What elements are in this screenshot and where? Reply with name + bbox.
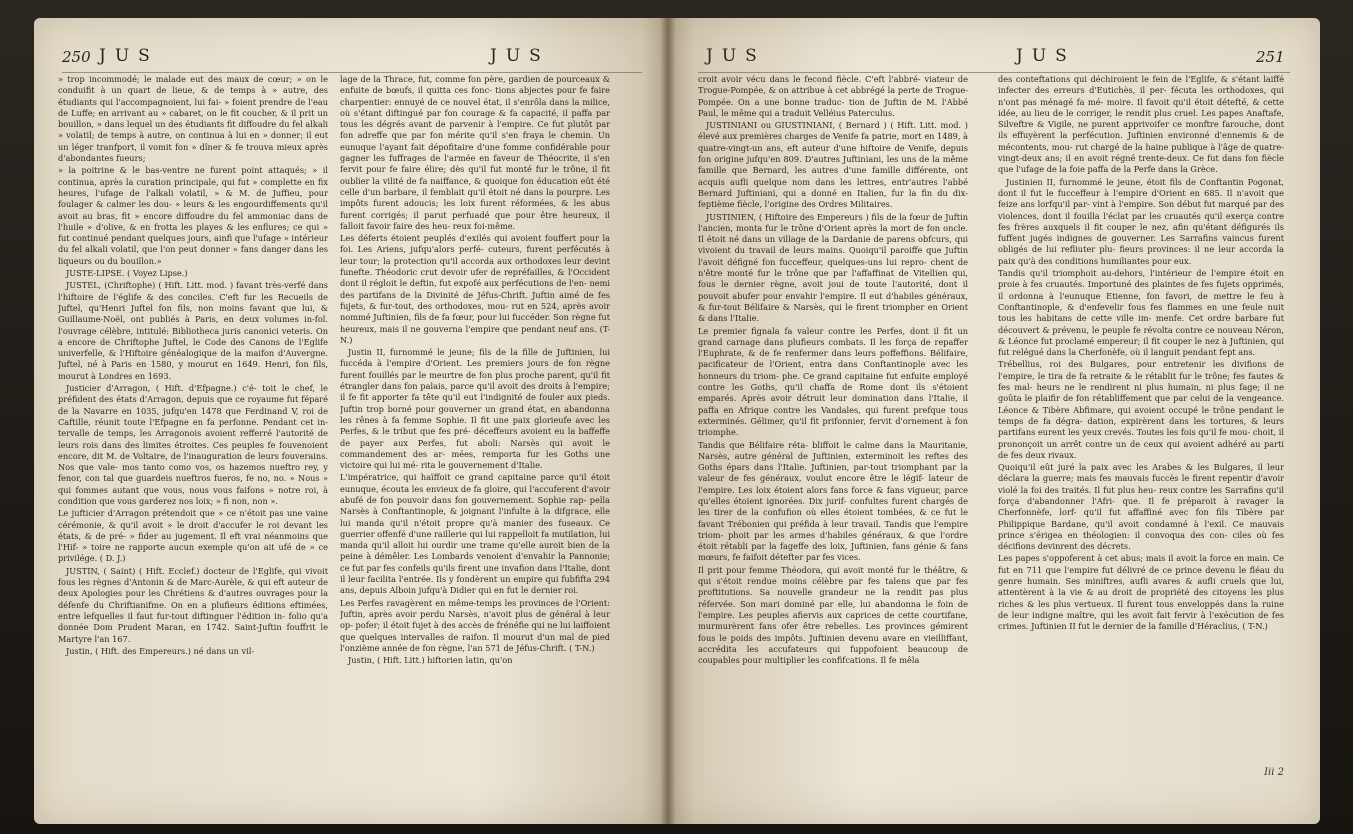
left-page [34,18,668,824]
paragraph: Trébellius, roi des Bulgares, pour entretenir les divifions de l'empire, le tira de fa retraite & le rétablit fur le trône; fes fautes & fes mal- heurs ne le rendirent ni plus humain, ni plus fage; il ne goûta le plaifir de fon rétabliffement que par celui de la vengeance. Léonce & Tibère Abfimare, qui avoient occupé le trône pendant le temps de fa dégra- dation, expirèrent dans les tortures, & leurs partifans eurent les yeux crevés. Toutes les fois qu'il fe mou- choit, il prononçoit un arrêt contre un de ceux qui avoient adhéré au parti de fes deux rivaux. [998,359,1284,460]
paragraph: JUSTINIANI ou GIUSTINIANI, ( Bernard ) ( Hift. Litt. mod. ) élevé aux premières charges de Venife fa patrie, mort en 1489, à quatre-vingt-un ans, eft auteur d'une hiftoire de Venife, depuis fon origine jufqu'en 809. D'autres Juftiniani, les uns de la même famille que Bernard, les autres d'une famille différente, ont acquis aufli quelque nom dans les lettres, entr'autres l'abbé Bernard Juftiniani, qui a donné en Italien, fur la fin du dix-feptième fiècle, l'origine des Ordres Militaires. [698,120,968,210]
right-column-1 [698,74,968,714]
signature-mark: Iii 2 [1264,767,1284,778]
left-page-number: 250 [62,48,91,66]
paragraph: JUSTINIEN, ( Hiftoire des Empereurs ) fils de la fœur de Juftin l'ancien, monta fur le trône d'Orient après la mort de fon oncle. Il étoit né dans un village de la Dardanie de parens obfcurs, qui vivoient du travail de leurs mains. Quoiqu'il paroiffe que Juftin l'avoit défigné fon fucceffeur, quelques-uns lui repro- chent de n'être monté fur le trône que par l'affaffinat de Vitellien qui, fous le dernier règne, avoit joui de toute l'autorité, dont il pouvoit abufer pour envahir l'empire. Il eut d'habiles généraux, & fur-tout Bélifaire & Narsès, qui le firent triompher en Orient & dans l'Italie. [698,211,968,324]
book-gutter [660,18,676,824]
paragraph: Quoiqu'il eût juré la paix avec les Arabes & les Bulgares, il leur déclara la guerre; mais fes mauvais fuccès le firent repentir d'avoir violé la foi des traités. Il fut plus heu- reux contre les Sarrafins qu'il força d'abandonner l'Afri- que. Il fe préparoit à ravager la Cherfonnèfe, lorf- qu'il fut affaffiné avec fon fils Tibère par Philippique Bardane, qu'il avoit condamné à l'exil. Ce mauvais prince s'érigea en théologien: il convoqua des con- ciles où fes décifions devinrent des décrets. [998,462,1284,552]
paragraph: Le jufticier d'Arragon prétendoit que » ce n'étoit pas une vaine cérémonie, & qu'il avoit » le droit d'accufer le roi devant les états, & de pré- » fider au jugement. Il eft vrai néanmoins que l'Hif- » toire ne rapporte aucun exemple qu'on ait ufé de » ce privilége. ( D. J.) [58,508,328,564]
left-header-rule [62,72,642,73]
paragraph: Justin, ( Hift. des Empereurs.) né dans un vil- [66,645,255,656]
left-page-header [34,48,668,74]
paragraph: Il prit pour femme Théodora, qui avoit monté fur le théâtre, & qui s'étoit rendue moins célèbre par fes talens que par fes proftitutions. Sa nouvelle grandeur ne la rendit pas plus réfervée. Son mari dominé par elle, lui abandonna le foin de l'empire. Les peuples afiervis aux caprices de cette courtifane, murmurèrent fans ofer être rebelles. Les provinces gémirent fous le poids des impôts. Juftinien devenu avare en vieilliffant, accrédita les accufateurs qui fuppofoient beaucoup de coupables pour multiplier les confifcations. Il fe mêla [698,564,968,666]
paragraph: Le premier fignala fa valeur contre les Perfes, dont il fit un grand carnage dans plufieurs combats. Il les força de repaffer l'Euphrate, & de fe renfermer dans leurs poffeffions. Bélifaire, pacificateur de l'Orient, entra dans Conftantinople avec les honneurs du triom- phe. Ce grand capitaine fut enfuite employé contre les Goths, qu'il chaffa de Rome dont ils s'étoient emparés. Après avoir détruit leur domination dans l'Italie, il paffa en Afrique contre les Vandales, qui furent prefque tous exterminés. Gélimer, qu'il fit prifonnier, fervit d'ornement à fon triomphe. [698,325,968,438]
right-header-rule [698,72,1290,73]
left-column-1 [58,74,328,714]
paragraph: Justin II, furnommé le jeune; fils de la fille de Juftinien, lui fuccéda à l'empire d'Orient. Les premiers jours de fon règne furent fouillés par le meurtre de fon plus proche parent, qu'il fit étrangler dans fon palais, parce qu'il avoit des droits à l'empire; il fe fit apporter fa tête qu'il eut l'indignité de fouler aux pieds. Juftin trop borné pour gouverner un grand état, en abandonna les rênes à fa femme Sophie. Il fit une paix glorieufe avec les Perfes, & le tribut que fes pré- déceffeurs avoient eu la baffeffe de payer aux Perfes, fut aboli: Narsès qui avoit le commandement des ar- mées, remporta fur les Goths une victoire qui lui mé- rita le gouvernement d'Italie. [340,347,610,471]
left-header-word-2: JUS [490,46,550,66]
left-header-word-1: JUS [99,46,159,66]
paragraph: Les papes s'oppoferent à cet abus; mais il avoit la force en main. Ce fut en 711 que l'empire fut délivré de ce prince devenu le fléau du genre humain. Ses miniftres, aufli avares & aufli cruels que lui, attentèrent à la vie & au droit de propriété des citoyens les plus riches & les plus vertueux. Il furent tous enveloppés dans la ruine de leur indigne maître, qui les avoit fait fervir à l'exécution de fes crimes. Juftinien II fut le dernier de la famille d'Héraclius, ( T-N.) [998,553,1284,632]
paragraph: lage de la Thrace, fut, comme fon père, gardien de pourceaux & enfuite de bœufs, il quitta ces fonc- tions abjectes pour fe faire charpentier: ennuyé de ce nouvel état, il s'enrôla dans la milice, où s'étant diftingué par fon courage & fa capacité, il paffa par tous les dégrés avant de parvenir à l'empire. Ce fut plutôt par fon adreffe que par fon mérite qu'il s'en fraya le chemin. Un eunuque l'ayant fait dépofitaire d'une fomme confidérable pour gagner les fuffrages de l'armée en faveur de Théocrite, il s'en fervit pour fe faire élire; dès qu'il fut monté fur le trône, il fit oublier la vilité de fa naiffance, & quoique fon éducation eût été celle d'un barbare, il femblait qu'il étoit né dans la pourpre. Les impôts furent adoucis; les loix furent réformées, & les abus furent corrigés; il parut perfuadé que pour être heureux, il falloit favoir faire des heu- reux foi-même. [340,74,610,231]
paragraph: JUSTE-LIPSE. ( Voyez Lipse.) [66,268,188,279]
paragraph: JUSTEL, (Chriftophe) ( Hift. Litt. mod. ) favant très-verfé dans l'hiftoire de l'églife & des conciles. C'eft fur les Recueils de Juftel, qu'Henri Juftel fon fils, non moins favant que lui, & Guillaume-Noël, ont publiés à Paris, en deux volumes in-fol. l'ouvrage célèbre, intitulé: Bibliotheca juris canonici veteris. On a encore de Chriftophe Juftel, le Code des Canons de l'Eglife univerfelle, & l'Hiftoire généalogique de la maifon d'Auvergne. Juftel, né à Paris en 1580, y mourut en 1649. Henri, fon fils, mourut à Londres en 1693. [58,280,328,381]
paragraph: » trop incommodé; le malade eut des maux de cœur; » on le conduifit à un quart de lieue, & de temps à » autre, des étudiants qui l'accompagnoient, lui fai- » foient prendre de l'eau de Luffe; en arrivant au » cabaret, on le fit coucher, & il prit un bouillon, » dans lequel un des étudiants fit diffoudre du fel alkali » volatil; de temps à autre, on continua à lui en » donner; il eut un léger tranfport, il vomit fon » dîner & fe trouva mieux après d'abondantes fueurs; [58,74,328,164]
right-page [668,18,1320,824]
right-column-2 [998,74,1284,714]
right-header-word-2: JUS [1016,46,1076,66]
paragraph: Les déferts étoient peuplés d'exilés qui avoient fouffert pour la foi. Les Ariens, jufqu'alors perfé- cuteurs, furent perfécutés à leur tour; la protection qu'il accorda aux orthodoxes leur devint funefte. Théodoric crut devoir ufer de repréfailles, & l'Occident dont il régloit le deftin, fut expofé aux perfécutions de l'en- nemi des partifans de la Divinité de Jéfus-Chrift. Juftin aimé de fes fujets, & fur-tout, des orthodoxes, mou- rut en 524, après avoir nommé Juftinien, fils de fa fœur, pour lui fuccéder. Son règne fut heureux, mais il ne gouverna l'empire que pendant neuf ans. (T-N.) [340,233,610,345]
paragraph: Justin, ( Hift. Litt.) hiftorien latin, qu'on [348,655,513,666]
paragraph: Justinien II, furnommé le jeune, étoit fils de Conftantin Pogonat, dont il fut le fucceffeur à l'empire d'Orient en 685. Il n'avoit que feize ans lorfqu'il par- vint à l'empire. Son début fut marqué par des violences, dont il fouilla l'éclat par les cruautés qu'il exerça contre fes frères auxquels il fit couper le nez, afin qu'étant défigurés ils fuffent jugés indignes de gouverner. Les Sarrafins vaincus furent obligés de lui refliuter plu- fieurs provinces: il ne leur accorda la paix qu'à des conditions humiliantes pour eux. [998,176,1284,266]
left-column-2 [340,74,610,714]
right-page-header [668,48,1320,74]
paragraph: Tandis qu'il triomphoit au-dehors, l'intérieur de l'empire étoit en proie à fes cruautés. Importuné des plaintes de fes fujets opprimés, il ordonna à l'eunuque Etienne, fon favori, de mettre le feu à Conftantinople, & d'enfevelir fous fes flammes en une feule nuit tous les habitans de cette ville im- menfe. Cet ordre barbare fut découvert & prévenu, le peuple fe révolta contre ce nouveau Néron, & Léonce fut proclamé empereur; il fit couper le nez à Juftinien, qui fut relégué dans la Cherfonèfe, où il languit pendant fept ans. [998,268,1284,358]
paragraph: Tandis que Bélifaire réta- bliffoit le calme dans la Mauritanie, Narsès, autre général de Juftinien, exterminoit les reftes des Goths épars dans l'Italie. Juftinien, par-tout triomphant par la valeur de fes généraux, voulut encore être le légif- lateur de l'empire. Les loix étoient alors fans force & fans vigueur, parce qu'elles étoient ignorées. Dix jurif- confultes furent chargés de les tirer de la confufion où elles étoient tombées, & ce fut le favant Trébonien qui préfida à leur travail. Tandis que l'empire triom- phoit par les armes d'habiles généraux, & que l'ordre étoit rétabli par la fageffe des loix, Juftinien, fans génie & fans mœurs, fe faifoit détefter par fes vices. [698,439,968,563]
paragraph: L'impératrice, qui haïffoit ce grand capitaine parce qu'il étoit eunuque, écouta les envieux de fa gloire, qui l'accuferent d'avoir abufé de fon pouvoir dans fon gouvernement. Sophie rap- pella Narsès à Conftantinople, & joignant l'infulte à la difgrace, elle lui manda qu'il n'étoit propre qu'à manier des fuseaux. Ce guerrier offenfé d'une raillerie qui lui rappelloit fa mutilation, lui manda qu'il alloit lui ourdir une trame qu'elle auroit bien de la peine à démêler. Les Lombards venoient d'envahir la Pannonie; ce fut par fes confeils qu'ils firent une invafion dans l'Italie, dont il leur facilita l'entrée. Ils y fondèrent un empire qui fubfifta 294 ans, depuis Alboin jufqu'à Didier qui en fut le dernier roi. [340,472,610,596]
paragraph: Les Perfes ravagèrent en même-temps les provinces de l'Orient: Juftin, après avoir perdu Narsès, n'avoit plus de général à leur op- pofer; il étoit fujet à des accès de frénéfie qui ne lui laiffoient que quelques intervalles de raifon. Il mourut d'un mal de pied l'onzième année de fon règne, l'an 571 de Jéfus-Chrift. ( T-N.) [340,597,610,653]
paragraph: » la poitrine & le bas-ventre ne furent point attaqués; » il continua, après la curation principale, qui fut » complette en fix heures, l'ufage de l'alkali volatil, » & M. de Juffieu, pour foulager & calmer les dou- » leurs & les engourdiffements qu'il avoit au bras, fit » encore diffoudre du fel ammoniac dans de l'huile » d'olive, & en frotta les playes & les enflures; ce qui » fut continué pendant quelques jours, ainfi que l'ufage » intérieur du fel alkali volatil, que l'on peut donner » fans danger dans les liqueurs ou du bouillon.» [58,165,328,266]
right-header-word-1: JUS [706,46,766,66]
paragraph: JUSTIN, ( Saint) ( Hift. Ecclef.) docteur de l'Eglife, qui vivoit fous les règnes d'Antonin & de Marc-Aurèle, & qui eft auteur de deux Apologies pour les Chrétiens & d'autres ouvrages pour la défenfe du Chriftianifme. On en a plufieurs éditions eftimées, entre lefquelles il faut fur-tout diftinguer l'édition in- folio qu'a donnée Dom Prudent Maran, en 1742. Saint-Juftin fouffrit le Martyre l'an 167. [58,565,328,644]
paragraph: Justicier d'Arragon, ( Hift. d'Efpagne.) c'é- toit le chef, le préfident des états d'Arragon, depuis que ce royaume fut féparé de la Navarre en 1035, jufqu'en 1478 que Ferdinand V, roi de Caftille, réunit toute l'Efpagne en fa perfonne. Pendant cet in- tervalle de temps, les Arragonois avoient refferré l'autorité de leurs rois dans des limites étroites. Ces peuples fe fouvenoient encore, dit M. de Voltaire, de l'inauguration de leurs fouverains. Nos que vale- mos tanto como vos, os hazemos nueftro rey, y fenor, con tal que guardeis nueftros fueros, fe no, no. » Nous » qui fommes autant que vous, nous vous faifons » notre roi, à condition que vous garderez nos loix; » fi non, non ». [58,383,328,506]
paragraph: des conteftations qui déchiroient le fein de l'Eglife, & s'étant laiffé infecter des erreurs d'Eutichès, il per- fécuta les orthodoxes, qui n'ont pas ménagé fa mé- moire. Il favoit qu'il étoit détefté, & cette idée, au lieu de le corriger, le rendit plus cruel. Les papes Anaftafe, Silveftre & Vigile, ne purent apprivoifer ce monftre farouche, dont ils effuyèrent la perfécution. Juftinien environné d'ennemis & de mécontents, mou- rut chargé de la haine publique à l'âge de quatre- vingt-deux ans; il en avoit régné trente-deux. Ce fut dans fon fiècle que l'ufage de la foie paffa de la Perfe dans la Grèce. [998,74,1284,175]
paragraph: croit avoir vécu dans le fecond fiècle. C'eft l'abbré- viateur de Trogue-Pompée, & on attribue à cet abbrégé la perte de Trogue-Pompée. On a une bonne traduc- tion de Juftin de M. l'Abbé Paul, le même qui a traduit Velléius Paterculus. [698,74,968,118]
right-page-number: 251 [1256,48,1285,66]
